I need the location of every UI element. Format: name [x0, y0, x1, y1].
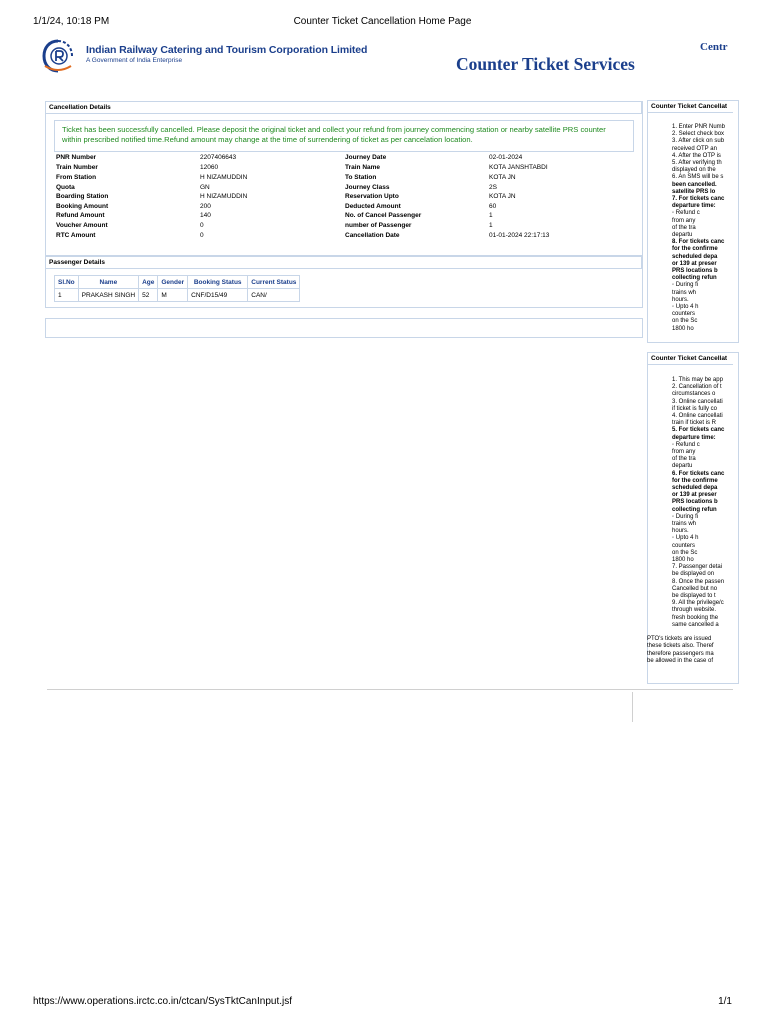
list-item: 4. Online cancellati [672, 413, 723, 419]
list-item: on the Sc [672, 318, 698, 325]
list-item: counters [672, 311, 696, 318]
detail-row [56, 183, 616, 193]
list-item: 7. For tickets canc [672, 196, 725, 202]
detail-value: 200 [200, 202, 211, 210]
detail-label: Train Name [345, 164, 381, 171]
list-item: 8. For tickets canc [672, 239, 725, 246]
list-item: departu [672, 232, 693, 238]
list-item: departure time: [672, 434, 716, 441]
detail-label: PNR Number [56, 154, 97, 161]
detail-label: Journey Date [345, 154, 387, 161]
list-item: fresh booking the [672, 614, 719, 621]
list-item: 6. For tickets canc [672, 470, 725, 477]
print-timestamp: 1/1/24, 10:18 PM [33, 16, 110, 27]
col-header: Current Status [248, 276, 300, 289]
list-item: or 139 at preser [672, 260, 717, 267]
detail-row [56, 153, 616, 163]
list-item: trains wh [672, 521, 697, 527]
list-item: 4. After the OTP is [672, 152, 721, 159]
detail-row [56, 173, 616, 183]
table-row [55, 289, 300, 302]
list-item: be allowed in the case of [647, 657, 714, 664]
list-item: of the tra [672, 456, 696, 463]
list-item: if ticket is fully co [672, 405, 718, 412]
detail-label: number of Passenger [345, 222, 412, 229]
list-item: be displayed to t [672, 593, 716, 599]
list-item: ◦ Refund c [672, 441, 700, 448]
list-item: 2. Cancellation of t [672, 384, 722, 391]
col-header: Sl.No [55, 276, 79, 289]
list-item: 6. An SMS will be s [672, 174, 724, 181]
list-item: ◦ During fi [672, 282, 699, 289]
table-cell: M [158, 289, 188, 302]
list-item: been cancelled. [672, 181, 717, 188]
print-footer [33, 996, 732, 1010]
list-item: collecting refun [672, 275, 717, 282]
table-cell: 1 [55, 289, 79, 302]
table-cell: 52 [139, 289, 158, 302]
detail-value: 2207406643 [200, 154, 237, 161]
passenger-table [54, 275, 300, 302]
list-item: PRS locations b [672, 268, 718, 274]
footer-vertical-divider [632, 692, 633, 722]
detail-value: 0 [200, 222, 204, 229]
list-item: through website. [672, 607, 717, 614]
detail-label: Refund Amount [56, 212, 105, 219]
cancellation-details-heading: Cancellation Details [45, 101, 642, 114]
print-page-title: Counter Ticket Cancellation Home Page [293, 16, 472, 27]
detail-label: Booking Amount [56, 202, 109, 210]
list-item: same cancelled a [672, 621, 719, 628]
col-header: Name [78, 276, 138, 289]
list-item: ◦ Upto 4 h [672, 535, 699, 542]
detail-value: 02-01-2024 [489, 154, 523, 161]
detail-value: H NIZAMUDDIN [200, 173, 248, 181]
detail-label: Journey Class [345, 183, 390, 191]
list-item: counters [672, 542, 696, 549]
detail-label: RTC Amount [56, 232, 96, 239]
list-item: 7. Passenger detai [672, 564, 723, 571]
detail-row [56, 163, 616, 173]
list-item: 1800 ho [672, 325, 694, 332]
detail-label: No. of Cancel Passenger [345, 212, 422, 219]
list-item: 1. This may be app [672, 377, 723, 383]
detail-label: Train Number [56, 164, 98, 171]
service-title: Counter Ticket Services [456, 54, 635, 74]
list-item: of the tra [672, 224, 696, 231]
table-cell: CAN/ [248, 289, 300, 302]
list-item: hours. [672, 528, 689, 535]
detail-value: KOTA JANSHTABDI [489, 164, 548, 171]
org-subtitle: A Government of India Enterprise [86, 57, 183, 64]
list-item: 8. Once the passen [672, 578, 725, 585]
success-message-box [54, 120, 634, 152]
detail-value: KOTA JN [489, 193, 516, 200]
detail-value: 0 [200, 232, 204, 239]
list-item: collecting refun [672, 506, 717, 513]
list-item: 5. After verifying th [672, 160, 722, 166]
empty-panel [45, 318, 643, 338]
list-item: Cancelled but no [672, 585, 718, 592]
list-item: for the confirme [672, 246, 718, 253]
list-item: on the Sc [672, 549, 698, 556]
col-header: Gender [158, 276, 188, 289]
list-item: therefore passengers ma [647, 650, 714, 657]
detail-value: 60 [489, 202, 497, 210]
detail-label: Deducted Amount [345, 202, 401, 210]
detail-value: 1 [489, 212, 493, 219]
list-item: ◦ During fi [672, 513, 699, 520]
list-item: or 139 at preser [672, 492, 717, 499]
instructions-panel-2-clip [647, 352, 733, 682]
list-item: 3. Online cancellati [672, 398, 723, 405]
list-item: 9. All the privilege/c [672, 600, 724, 607]
print-url: https://www.operations.irctc.co.in/ctcan/SysTktCanInput.jsf [33, 996, 292, 1007]
list-item: departu [672, 463, 693, 470]
irctc-logo-icon [41, 38, 75, 74]
list-item: satellite PRS lo [672, 188, 716, 195]
detail-value: H NIZAMUDDIN [200, 193, 248, 200]
list-item: scheduled depa [672, 485, 718, 491]
list-item: 3. After click on sub [672, 138, 725, 145]
detail-label: Quota [56, 183, 75, 191]
list-item: PRS locations b [672, 499, 718, 506]
detail-row [56, 221, 616, 231]
table-cell: PRAKASH SINGH [78, 289, 138, 302]
list-item: trains wh [672, 289, 697, 296]
detail-label: From Station [56, 173, 97, 181]
list-item: departure time: [672, 203, 716, 210]
detail-label: Voucher Amount [56, 222, 108, 229]
instructions-heading-2: Counter Ticket Cancellat [647, 352, 733, 365]
list-item: be displayed on [672, 571, 715, 578]
detail-row [56, 231, 616, 241]
detail-label: Boarding Station [56, 193, 109, 200]
detail-value: 140 [200, 212, 211, 219]
list-item: 2. Select check box [672, 131, 725, 138]
detail-row [56, 211, 616, 221]
footer-divider [47, 689, 733, 690]
top-right-link[interactable]: Centr [700, 41, 728, 53]
list-item: displayed on the [672, 167, 716, 174]
instructions-heading-1: Counter Ticket Cancellat [647, 100, 733, 113]
detail-row [56, 192, 616, 202]
list-item: 1. Enter PNR Numb [672, 124, 726, 130]
instructions-panel-1-clip [647, 100, 733, 341]
detail-value: 12060 [200, 164, 219, 171]
detail-value: GN [200, 183, 210, 191]
list-item: received OTP an [672, 145, 717, 152]
list-item: ◦ Upto 4 h [672, 304, 699, 310]
list-item: from any [672, 217, 696, 224]
list-item: scheduled depa [672, 253, 718, 260]
detail-value: KOTA JN [489, 173, 516, 181]
list-item: 1800 ho [672, 557, 694, 563]
detail-label: Cancellation Date [345, 232, 400, 239]
list-item: circumstances o [672, 391, 716, 398]
print-header [33, 16, 732, 30]
list-item: for the confirme [672, 477, 718, 484]
detail-value: 1 [489, 222, 493, 229]
print-page-number: 1/1 [718, 996, 732, 1007]
list-item: PTO's tickets are issued [647, 636, 712, 643]
list-item: these tickets also. Theref [647, 643, 714, 650]
col-header: Booking Status [188, 276, 248, 289]
list-item: ◦ Refund c [672, 210, 700, 217]
col-header: Age [139, 276, 158, 289]
org-name: Indian Railway Catering and Tourism Corporation Limited [86, 44, 368, 56]
detail-row [56, 202, 616, 212]
success-message: Ticket has been successfully cancelled. Please deposit the original ticket and collect your refund from journey commencing station or nearby satellite PRS counter within prescribed notified time.Refund amount may change at the time of surrendering of ticket as per cancelation location. [62, 125, 606, 144]
table-cell: CNF/D15/49 [188, 289, 248, 302]
list-item: 5. For tickets canc [672, 427, 725, 434]
detail-value: 01-01-2024 22:17:13 [489, 232, 550, 239]
list-item: from any [672, 449, 696, 455]
passenger-table-header [55, 276, 300, 289]
list-item: hours. [672, 296, 689, 303]
detail-label: Reservation Upto [345, 193, 399, 200]
detail-label: To Station [345, 173, 377, 181]
passenger-details-heading: Passenger Details [45, 256, 642, 269]
detail-value: 2S [489, 183, 497, 191]
list-item: train if ticket is R [672, 420, 717, 427]
